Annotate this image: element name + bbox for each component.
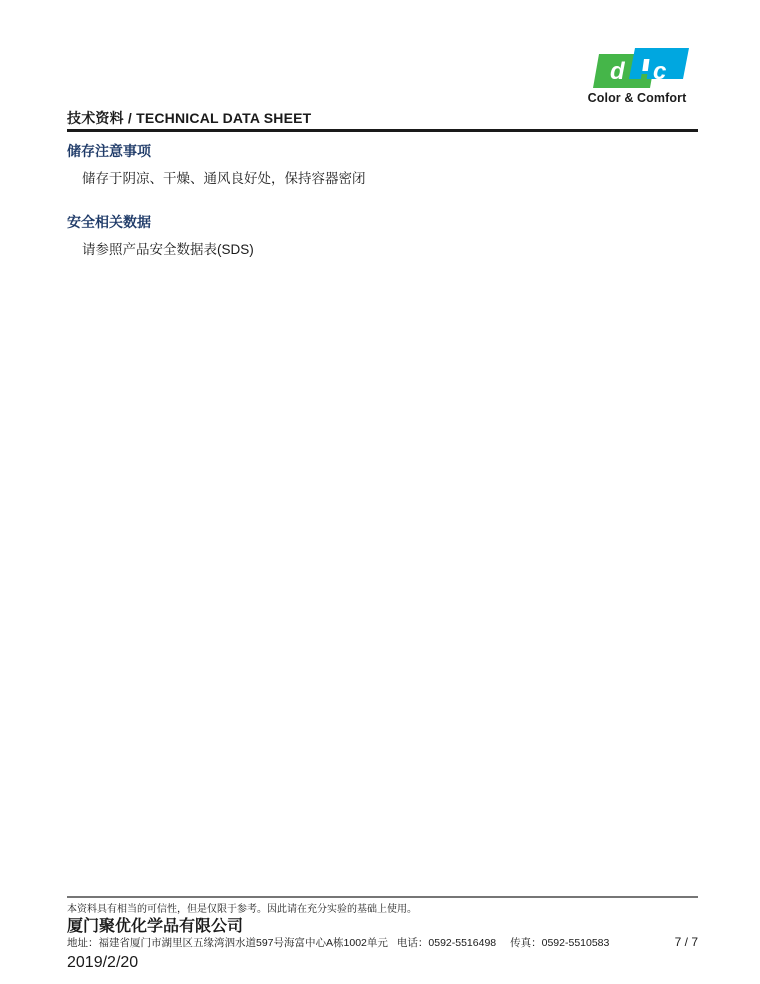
footer-contact-row xyxy=(67,935,698,950)
section-body-safety: 请参照产品安全数据表(SDS) xyxy=(82,242,254,257)
logo-letter-d: d xyxy=(610,58,625,85)
logo-tagline: Color & Comfort xyxy=(587,91,687,105)
footer-disclaimer: 本资料具有相当的可信性，但是仅限于参考。因此请在充分实验的基础上使用。 xyxy=(67,904,417,915)
company-fax: 传真：0592-5510583 xyxy=(510,937,610,949)
footer-divider xyxy=(67,896,698,898)
header-divider xyxy=(67,129,698,132)
section-heading-storage: 储存注意事项 xyxy=(67,143,151,159)
section-heading-safety: 安全相关数据 xyxy=(67,214,151,230)
section-storage xyxy=(67,141,698,187)
page-number: 7 / 7 xyxy=(674,935,698,949)
document-date: 2019/2/20 xyxy=(67,954,139,971)
document-title: 技术资料 / TECHNICAL DATA SHEET xyxy=(67,110,312,126)
logo-letter-c: c xyxy=(653,58,667,85)
company-phone: 电话：0592-5516498 xyxy=(396,937,497,949)
dic-logo xyxy=(585,48,689,105)
dic-logo-icon xyxy=(585,48,689,88)
section-safety xyxy=(67,212,698,258)
section-body-storage: 储存于阴凉、干燥、通风良好处，保持容器密闭 xyxy=(82,171,366,186)
company-address: 地址：福建省厦门市湖里区五缘湾泗水道597号海富中心A栋1002单元 xyxy=(67,937,388,949)
company-name: 厦门聚优化学品有限公司 xyxy=(67,918,244,935)
logo-exclamation-dot xyxy=(641,74,648,80)
